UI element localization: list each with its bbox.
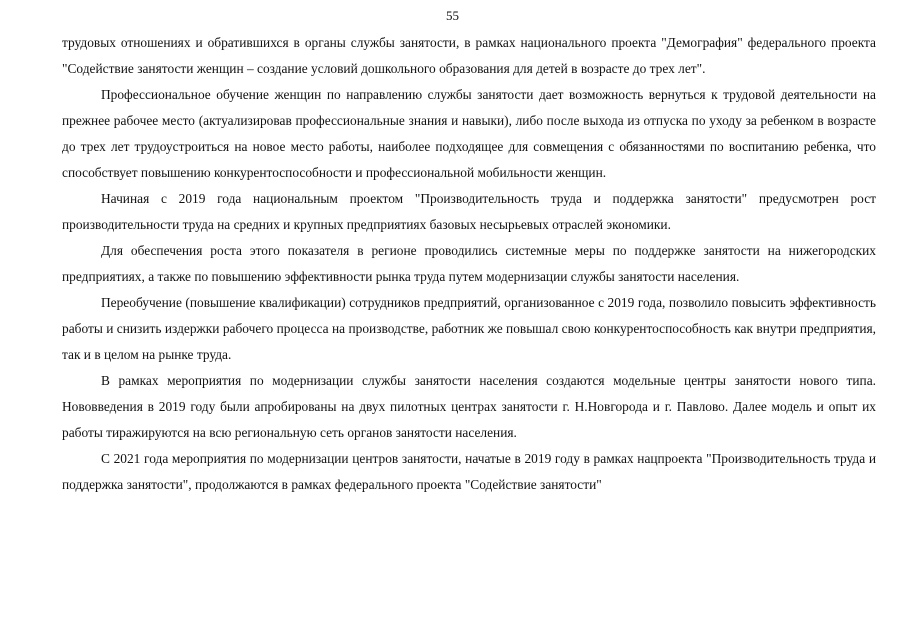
paragraph-model-centers: В рамках мероприятия по модернизации службы занятости населения создаются модельные центры занятости нового типа. Нововведения в 2019 году были апробированы на двух пилотных центрах занятости г. Н.Новгорода и г. Павлово. Далее модель и опыт их работы тиражируются на всю региональную сеть органов занятости населения.: [62, 373, 876, 440]
document-body: [62, 30, 876, 498]
page-number: 55: [446, 8, 459, 23]
paragraph-regional-measures: Для обеспечения роста этого показателя в регионе проводились системные меры по поддержке занятости на нижегородских предприятиях, а также по повышению эффективности рынка труда путем модернизации службы занятости населения.: [62, 243, 876, 284]
paragraph-continuation: трудовых отношениях и обратившихся в органы службы занятости, в рамках национального проекта "Демография" федерального проекта "Содействие занятости женщин – создание условий дошкольного образования для детей в возрасте до трех лет".: [62, 35, 876, 76]
paragraph-national-project: Начиная с 2019 года национальным проектом "Производительность труда и поддержка занятости" предусмотрен рост производительности труда на средних и крупных предприятиях базовых несырьевых отраслей экономики.: [62, 191, 876, 232]
paragraph-2021-modernization: С 2021 года мероприятия по модернизации центров занятости, начатые в 2019 году в рамках нацпроекта "Производительность труда и поддержка занятости", продолжаются в рамках федерального проекта "Содействие занятости": [62, 451, 876, 492]
paragraph-retraining: Переобучение (повышение квалификации) сотрудников предприятий, организованное с 2019 года, позволило повысить эффективность работы и снизить издержки рабочего процесса на производстве, работник же повышал свою конкурентоспособность как внутри предприятия, так и в целом на рынке труда.: [62, 295, 876, 362]
paragraph-professional-training: Профессиональное обучение женщин по направлению службы занятости дает возможность вернуться к трудовой деятельности на прежнее рабочее место (актуализировав профессиональные знания и навыки), либо после выхода из отпуска по уходу за ребенком в возрасте до трех лет трудоустроиться на новое место работы, наиболее подходящее для совмещения с обязанностями по воспитанию ребенка, что способствует повышению конкурентоспособности и профессиональной мобильности женщин.: [62, 87, 876, 180]
